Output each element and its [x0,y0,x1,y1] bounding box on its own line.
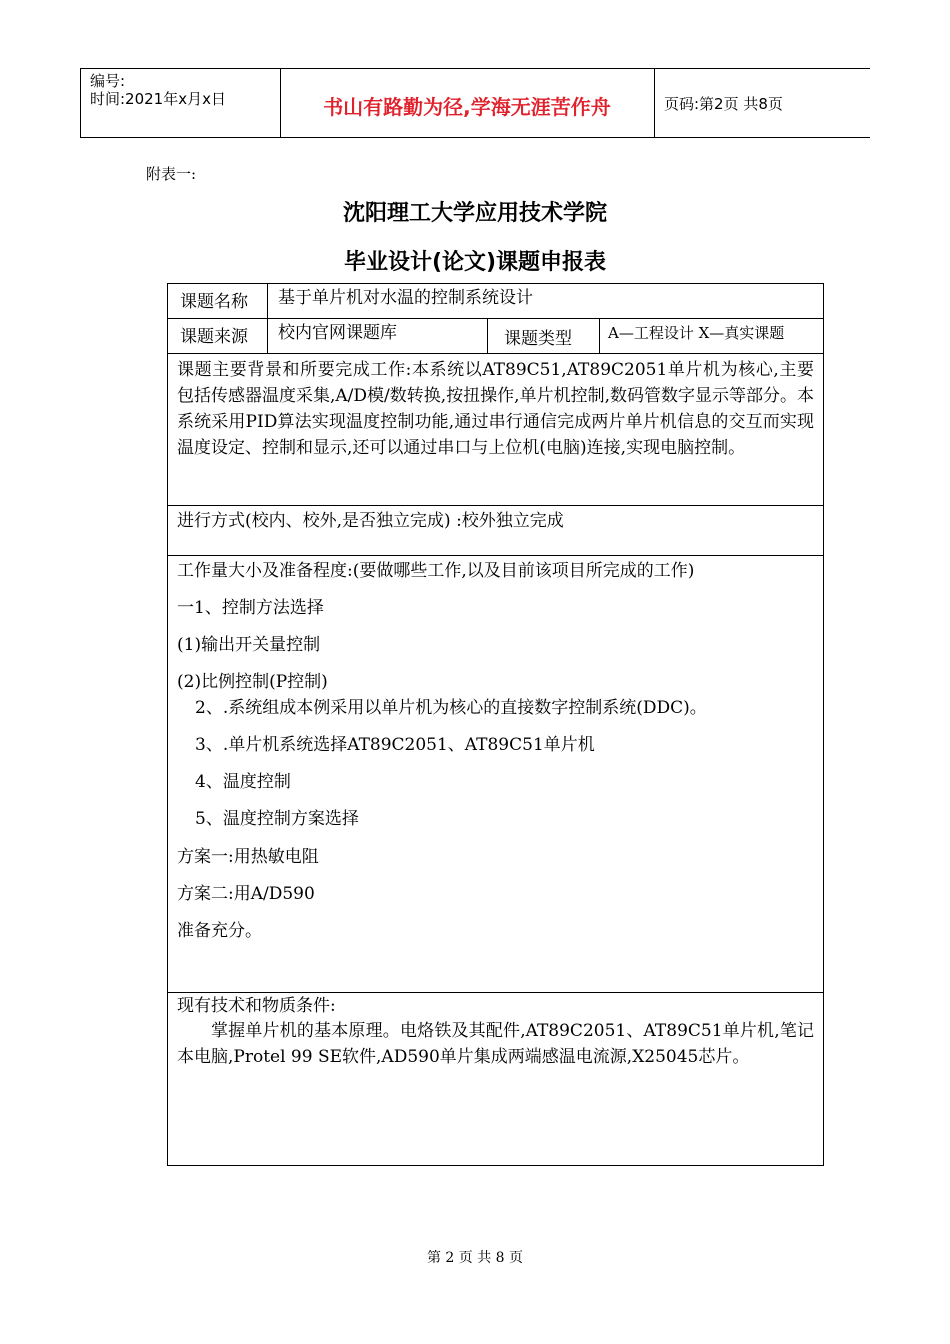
list-item: 准备充分。 [177,921,262,941]
list-item: 2、.系统组成本例采用以单片机为核心的直接数字控制系统(DDC)。 [195,698,707,718]
application-form [167,283,824,1166]
header-divider [80,69,81,137]
page-footer: 第 2 页 共 8 页 [426,1250,524,1266]
list-item: 5、温度控制方案选择 [195,809,359,829]
list-item: 4、温度控制 [195,772,291,792]
column-divider [487,318,488,353]
method-text: 进行方式(校内、校外,是否独立完成) :校外独立完成 [177,511,564,531]
time-label: 时间:2021年x月x日 [90,90,226,108]
list-item: 方案二:用A/D590 [177,884,315,904]
column-divider [267,284,268,353]
conditions-heading: 现有技术和物质条件: [177,996,336,1016]
list-item: (1)输出开关量控制 [177,635,321,655]
list-item: 方案一:用热敏电阻 [177,847,319,867]
serial-label: 编号: [90,72,126,90]
topic-source-label: 课题来源 [180,327,248,347]
list-item: (2)比例控制(P控制) [177,672,328,692]
column-divider [599,318,600,353]
topic-type-value: A—工程设计 X—真实课题 [608,324,785,342]
workload-heading: 工作量大小及准备程度:(要做哪些工作,以及目前该项目所完成的工作) [177,561,695,581]
conditions-body: 掌握单片机的基本原理。电烙铁及其配件,AT89C2051、AT89C51单片机,笔记本电脑,Protel 99 SE软件,AD590单片集成两端感温电流源,X25045芯片。 [177,1021,814,1067]
list-item: 3、.单片机系统选择AT89C2051、AT89C51单片机 [195,735,595,755]
form-title: 毕业设计(论文)课题申报表 [343,250,607,275]
header-motto: 书山有路勤为径,学海无涯苦作舟 [323,95,611,119]
attachment-label: 附表一: [146,165,197,183]
header-meta [90,72,226,108]
header-divider [654,69,655,137]
row-divider [168,992,823,993]
row-divider [168,555,823,556]
list-item: 一1、控制方法选择 [177,598,324,618]
topic-type-label: 课题类型 [504,329,572,349]
header-page-info: 页码:第2页 共8页 [664,95,783,113]
row-divider [168,505,823,506]
topic-name-label: 课题名称 [180,292,248,312]
topic-name-value: 基于单片机对水温的控制系统设计 [278,288,533,308]
page-header [80,68,870,138]
background-text: 课题主要背景和所要完成工作:本系统以AT89C51,AT89C2051单片机为核心,主要包括传感器温度采集,A/D模/数转换,按扭操作,单片机控制,数码管数字显示等部分。本系统采用PID算法实现温度控制功能,通过串行通信完成两片单片机信息的交互而实现温度设定、控制和显示,还可以通过串口与上位机(电脑)连接,实现电脑控制。 [177,360,814,458]
institution-title: 沈阳理工大学应用技术学院 [342,201,607,226]
topic-source-value: 校内官网课题库 [278,323,397,343]
row-divider [168,353,823,354]
